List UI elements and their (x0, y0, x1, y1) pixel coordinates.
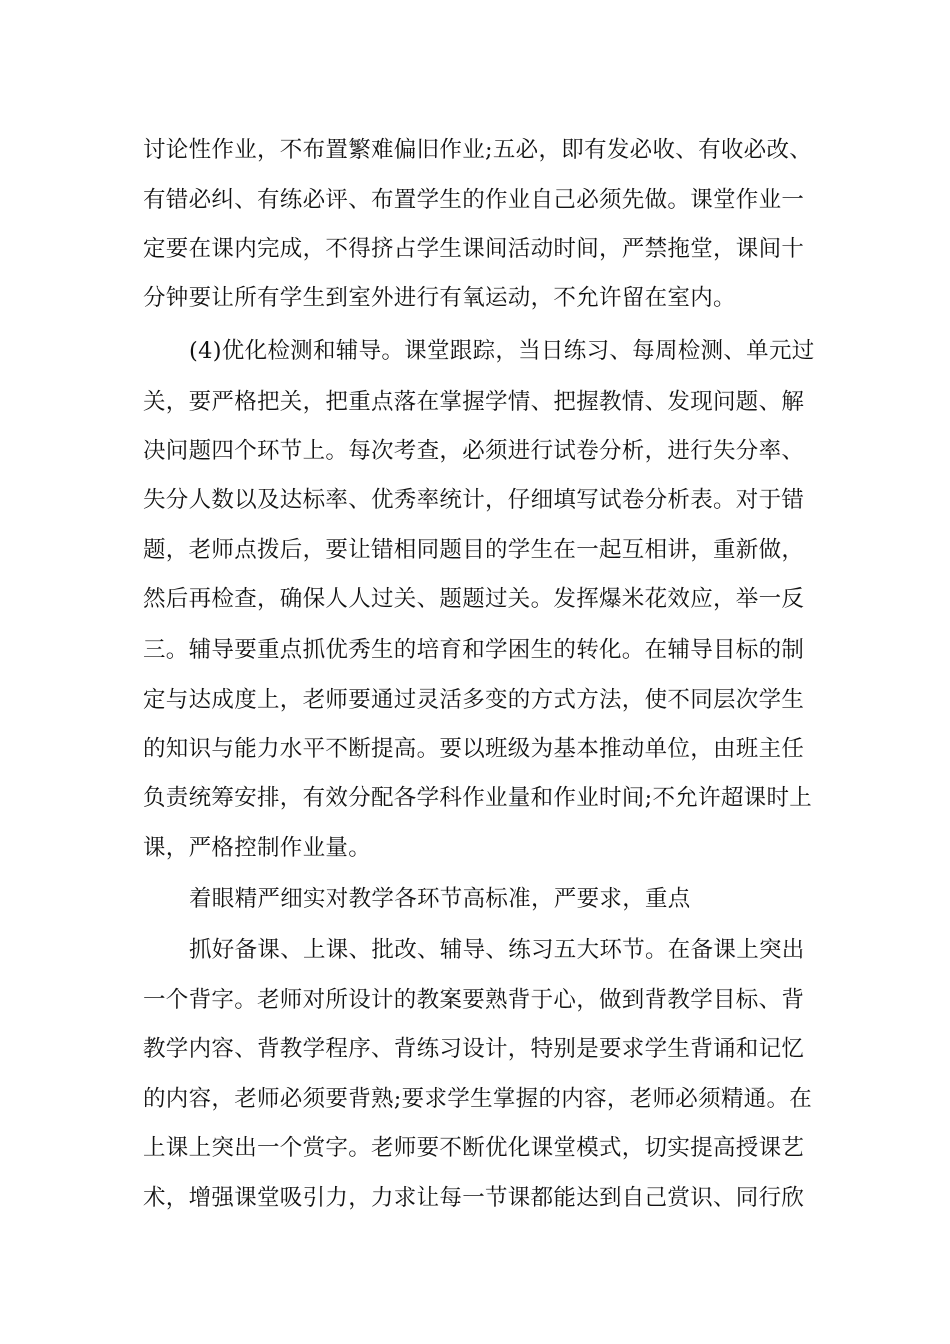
text-line: 分钟要让所有学生到室外进行有氧运动，不允许留在室内。 (143, 285, 736, 311)
text-line: 定与达成度上，老师要通过灵活多变的方式方法，使不同层次学生 (143, 687, 805, 713)
paragraph-first-line: 着眼精严细实对教学各环节高标准，严要求，重点 (189, 886, 691, 912)
text-line: 讨论性作业，不布置繁难偏旧作业;五必，即有发必收、有收必改、 (143, 137, 813, 163)
text-line: 课，严格控制作业量。 (143, 835, 372, 861)
paragraph-first-line: 抓好备课、上课、批改、辅导、练习五大环节。在备课上突出 (189, 937, 805, 963)
text-line: 题，老师点拨后，要让错相同题目的学生在一起互相讲，重新做， (143, 537, 805, 563)
text-line: 失分人数以及达标率、优秀率统计，仔细填写试卷分析表。对于错 (143, 487, 805, 513)
text-line: 教学内容、背教学程序、背练习设计，特别是要求学生背诵和记忆 (143, 1036, 805, 1062)
text-line: 然后再检查，确保人人过关、题题过关。发挥爆米花效应，举一反 (143, 586, 805, 612)
text-line: 有错必纠、有练必评、布置学生的作业自己必须先做。课堂作业一 (143, 187, 805, 213)
text-line: 上课上突出一个赏字。老师要不断优化课堂模式，切实提高授课艺 (143, 1135, 805, 1161)
text-line: 关，要严格把关，把重点落在掌握学情、把握教情、发现问题、解 (143, 389, 805, 415)
text-line: 的知识与能力水平不断提高。要以班级为基本推动单位，由班主任 (143, 736, 805, 762)
paragraph-first-line: (4)优化检测和辅导。课堂跟踪，当日练习、每周检测、单元过 (189, 338, 815, 364)
text-line: 术，增强课堂吸引力，力求让每一节课都能达到自己赏识、同行欣 (143, 1185, 805, 1211)
text-line: 的内容，老师必须要背熟;要求学生掌握的内容，老师必须精通。在 (143, 1086, 813, 1112)
text-line: 负责统筹安排，有效分配各学科作业量和作业时间;不允许超课时上 (143, 785, 813, 811)
text-line: 一个背字。老师对所设计的教案要熟背于心，做到背教学目标、背 (143, 987, 805, 1013)
text-line: 三。辅导要重点抓优秀生的培育和学困生的转化。在辅导目标的制 (143, 637, 805, 663)
text-line: 定要在课内完成，不得挤占学生课间活动时间，严禁拖堂，课间十 (143, 236, 805, 262)
text-line: 决问题四个环节上。每次考查，必须进行试卷分析，进行失分率、 (143, 438, 805, 464)
